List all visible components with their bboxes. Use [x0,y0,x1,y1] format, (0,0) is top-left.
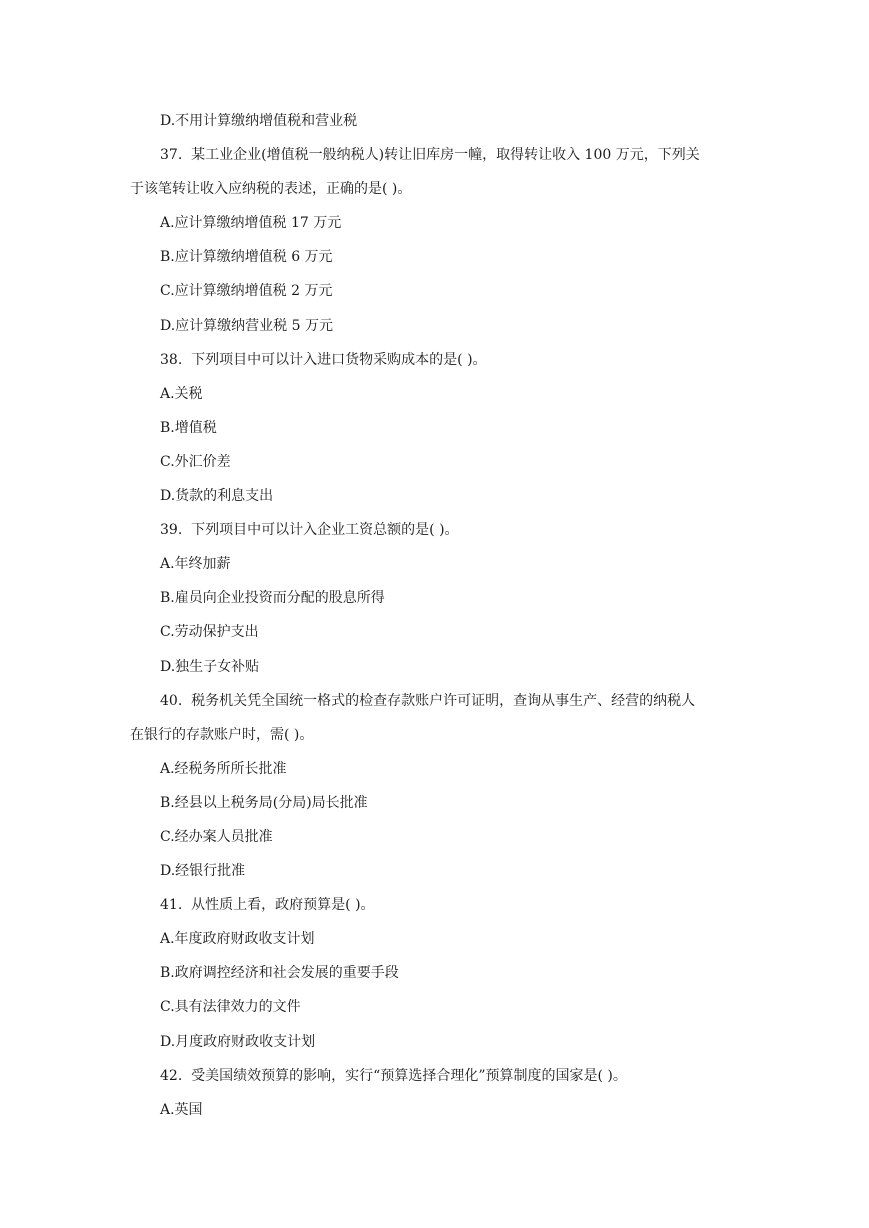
option-text: D.货款的利息支出 [160,488,274,505]
question-text: 41. 从性质上看，政府预算是( )。 [160,897,375,914]
option-text: D.月度政府财政收支计划 [160,1033,316,1050]
document-body [130,104,742,1127]
option-text: C.应计算缴纳增值税 2 万元 [160,283,333,300]
option-text: D.应计算缴纳营业税 5 万元 [160,317,333,334]
option-text: D.独生子女补贴 [160,658,260,675]
question-text-continuation: 于该笔转让收入应纳税的表述，正确的是( )。 [130,181,412,198]
question-text: 40. 税务机关凭全国统一格式的检查存款账户许可证明，查询从事生产、经营的纳税人 [160,692,696,709]
option-text: B.增值税 [160,419,217,436]
option-text: C.具有法律效力的文件 [160,999,301,1016]
option-text: A.关税 [160,385,203,402]
option-text: C.经办案人员批准 [160,828,273,845]
question-text: 38. 下列项目中可以计入进口货物采购成本的是( )。 [160,351,487,368]
option-text: A.应计算缴纳增值税 17 万元 [160,215,342,232]
option-text: B.政府调控经济和社会发展的重要手段 [160,965,399,982]
question-text: 37. 某工业企业(增值税一般纳税人)转让旧库房一幢，取得转让收入 100 万元，下列关 [160,147,700,164]
option-text: B.应计算缴纳增值税 6 万元 [160,249,333,266]
question-text-continuation: 在银行的存款账户时，需( )。 [130,726,314,743]
option-text: C.劳动保护支出 [160,624,259,641]
question-text: 39. 下列项目中可以计入企业工资总额的是( )。 [160,522,459,539]
option-text: D.不用计算缴纳增值税和营业税 [160,113,358,129]
option-text: A.年终加薪 [160,556,231,573]
option-text: A.英国 [160,1101,203,1118]
option-text: B.经县以上税务局(分局)局长批准 [160,794,368,811]
option-text: B.雇员向企业投资而分配的股息所得 [160,590,385,607]
option-text: C.外汇价差 [160,453,231,470]
option-text: A.年度政府财政收支计划 [160,931,315,948]
option-text: A.经税务所所长批准 [160,760,287,777]
option-text: D.经银行批准 [160,863,246,880]
question-text: 42. 受美国绩效预算的影响，实行“预算选择合理化”预算制度的国家是( )。 [160,1067,627,1084]
